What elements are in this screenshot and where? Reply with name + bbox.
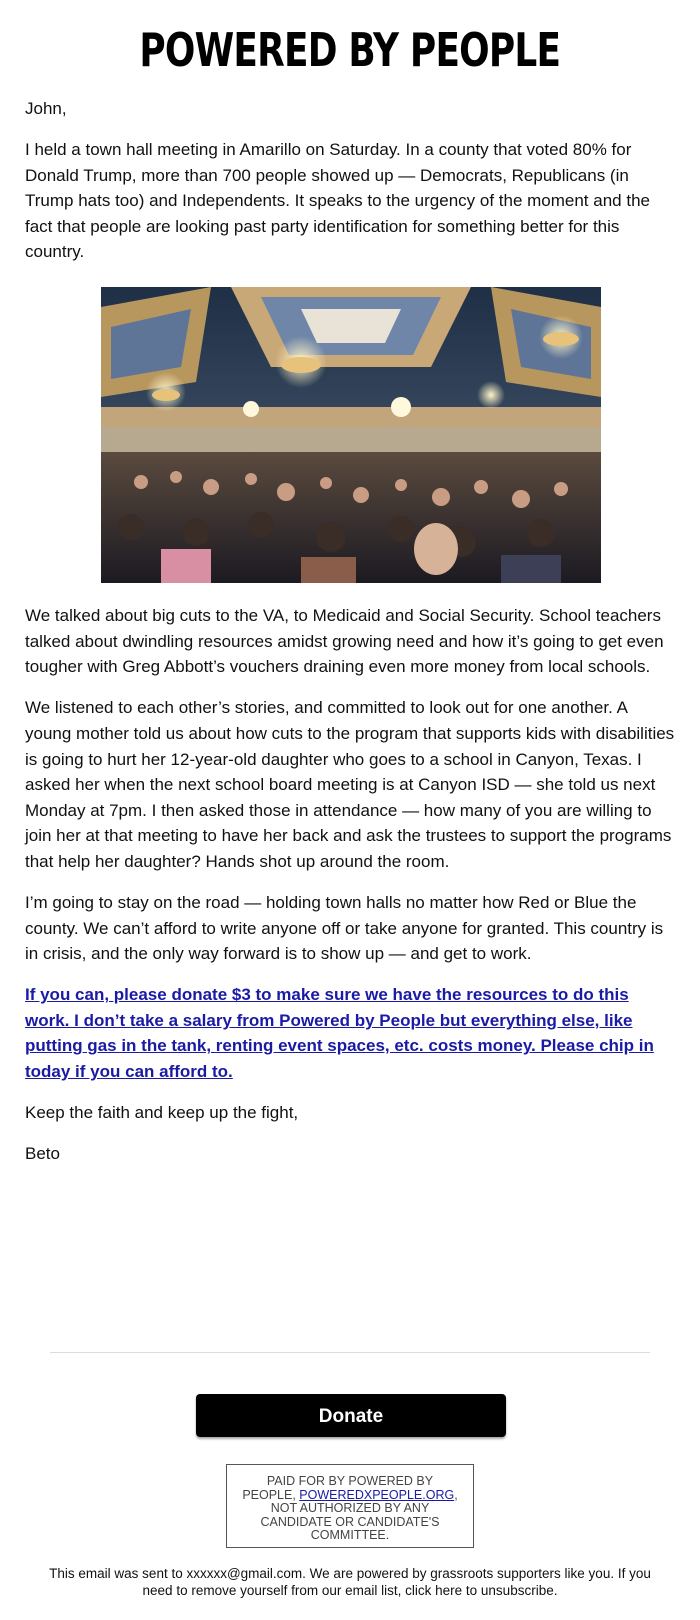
greeting: John, [25,99,67,118]
email-body [25,96,677,1182]
divider [50,1352,650,1353]
donate-appeal-link[interactable]: If you can, please donate $3 to make sure we have the resources to do this work. I don’t take a salary from Powered by People but everything else, like putting gas in the tank, renting event spaces, etc. costs money. Please chip in today if you can afford to. [25,985,654,1082]
email-header [0,24,700,76]
disclaimer-paid-for: PAID FOR BY POWERED BY PEOPLE, [242,1474,434,1502]
footer-text: This email was sent to xxxxxx@gmail.com. We are powered by grassroots supporters like you. If you need to remove yourself from our email list, click here to unsubscribe. [49,1566,651,1598]
body-paragraph-4: I’m going to stay on the road — holding town halls no matter how Red or Blue the county. We can’t afford to write anyone off or take anyone for granted. This country is in crisis, and the only way forward is to show up — and get to work. [25,893,664,964]
town-hall-photo [101,287,601,583]
paid-for-disclaimer [226,1464,474,1548]
donate-button[interactable]: Donate [196,1394,506,1437]
disclaimer-not-authorized: , NOT AUTHORIZED BY ANY CANDIDATE OR CANDIDATE'S COMMITTEE. [260,1487,458,1543]
photo-container [25,287,677,583]
body-paragraph-1: I held a town hall meeting in Amarillo on Saturday. In a county that voted 80% for Donald Trump, more than 700 people showed up — Democrats, Republicans (in Trump hats too) and Independents. It speaks to the urgency of the moment and the fact that people are looking past party identification for something better for this country. [25,140,650,262]
website-link[interactable]: POWEREDXPEOPLE.ORG [299,1487,455,1502]
signature: Beto [25,1144,60,1164]
body-paragraph-2: We talked about big cuts to the VA, to Medicaid and Social Security. School teachers talked about dwindling resources amidst growing need and how it’s going to get even tougher with Greg Abbott’s vouchers draining even more money from local schools. [25,606,664,677]
signoff: Keep the faith and keep up the fight, [25,1103,299,1123]
body-paragraph-3: We listened to each other’s stories, and committed to look out for one another. A young mother told us about how cuts to the program that supports kids with disabilities is going to hurt her 12-year-old daughter who goes to a school in Canyon, Texas. I asked her when the next school board meeting is at Canyon ISD — she told us next Monday at 7pm. I then asked those in attendance — how many of you are willing to join her at that meeting to have her back and ask the trustees to support the programs that help her daughter? Hands shot up around the room. [25,698,675,871]
brand-title: POWERED BY PEOPLE [139,23,561,77]
